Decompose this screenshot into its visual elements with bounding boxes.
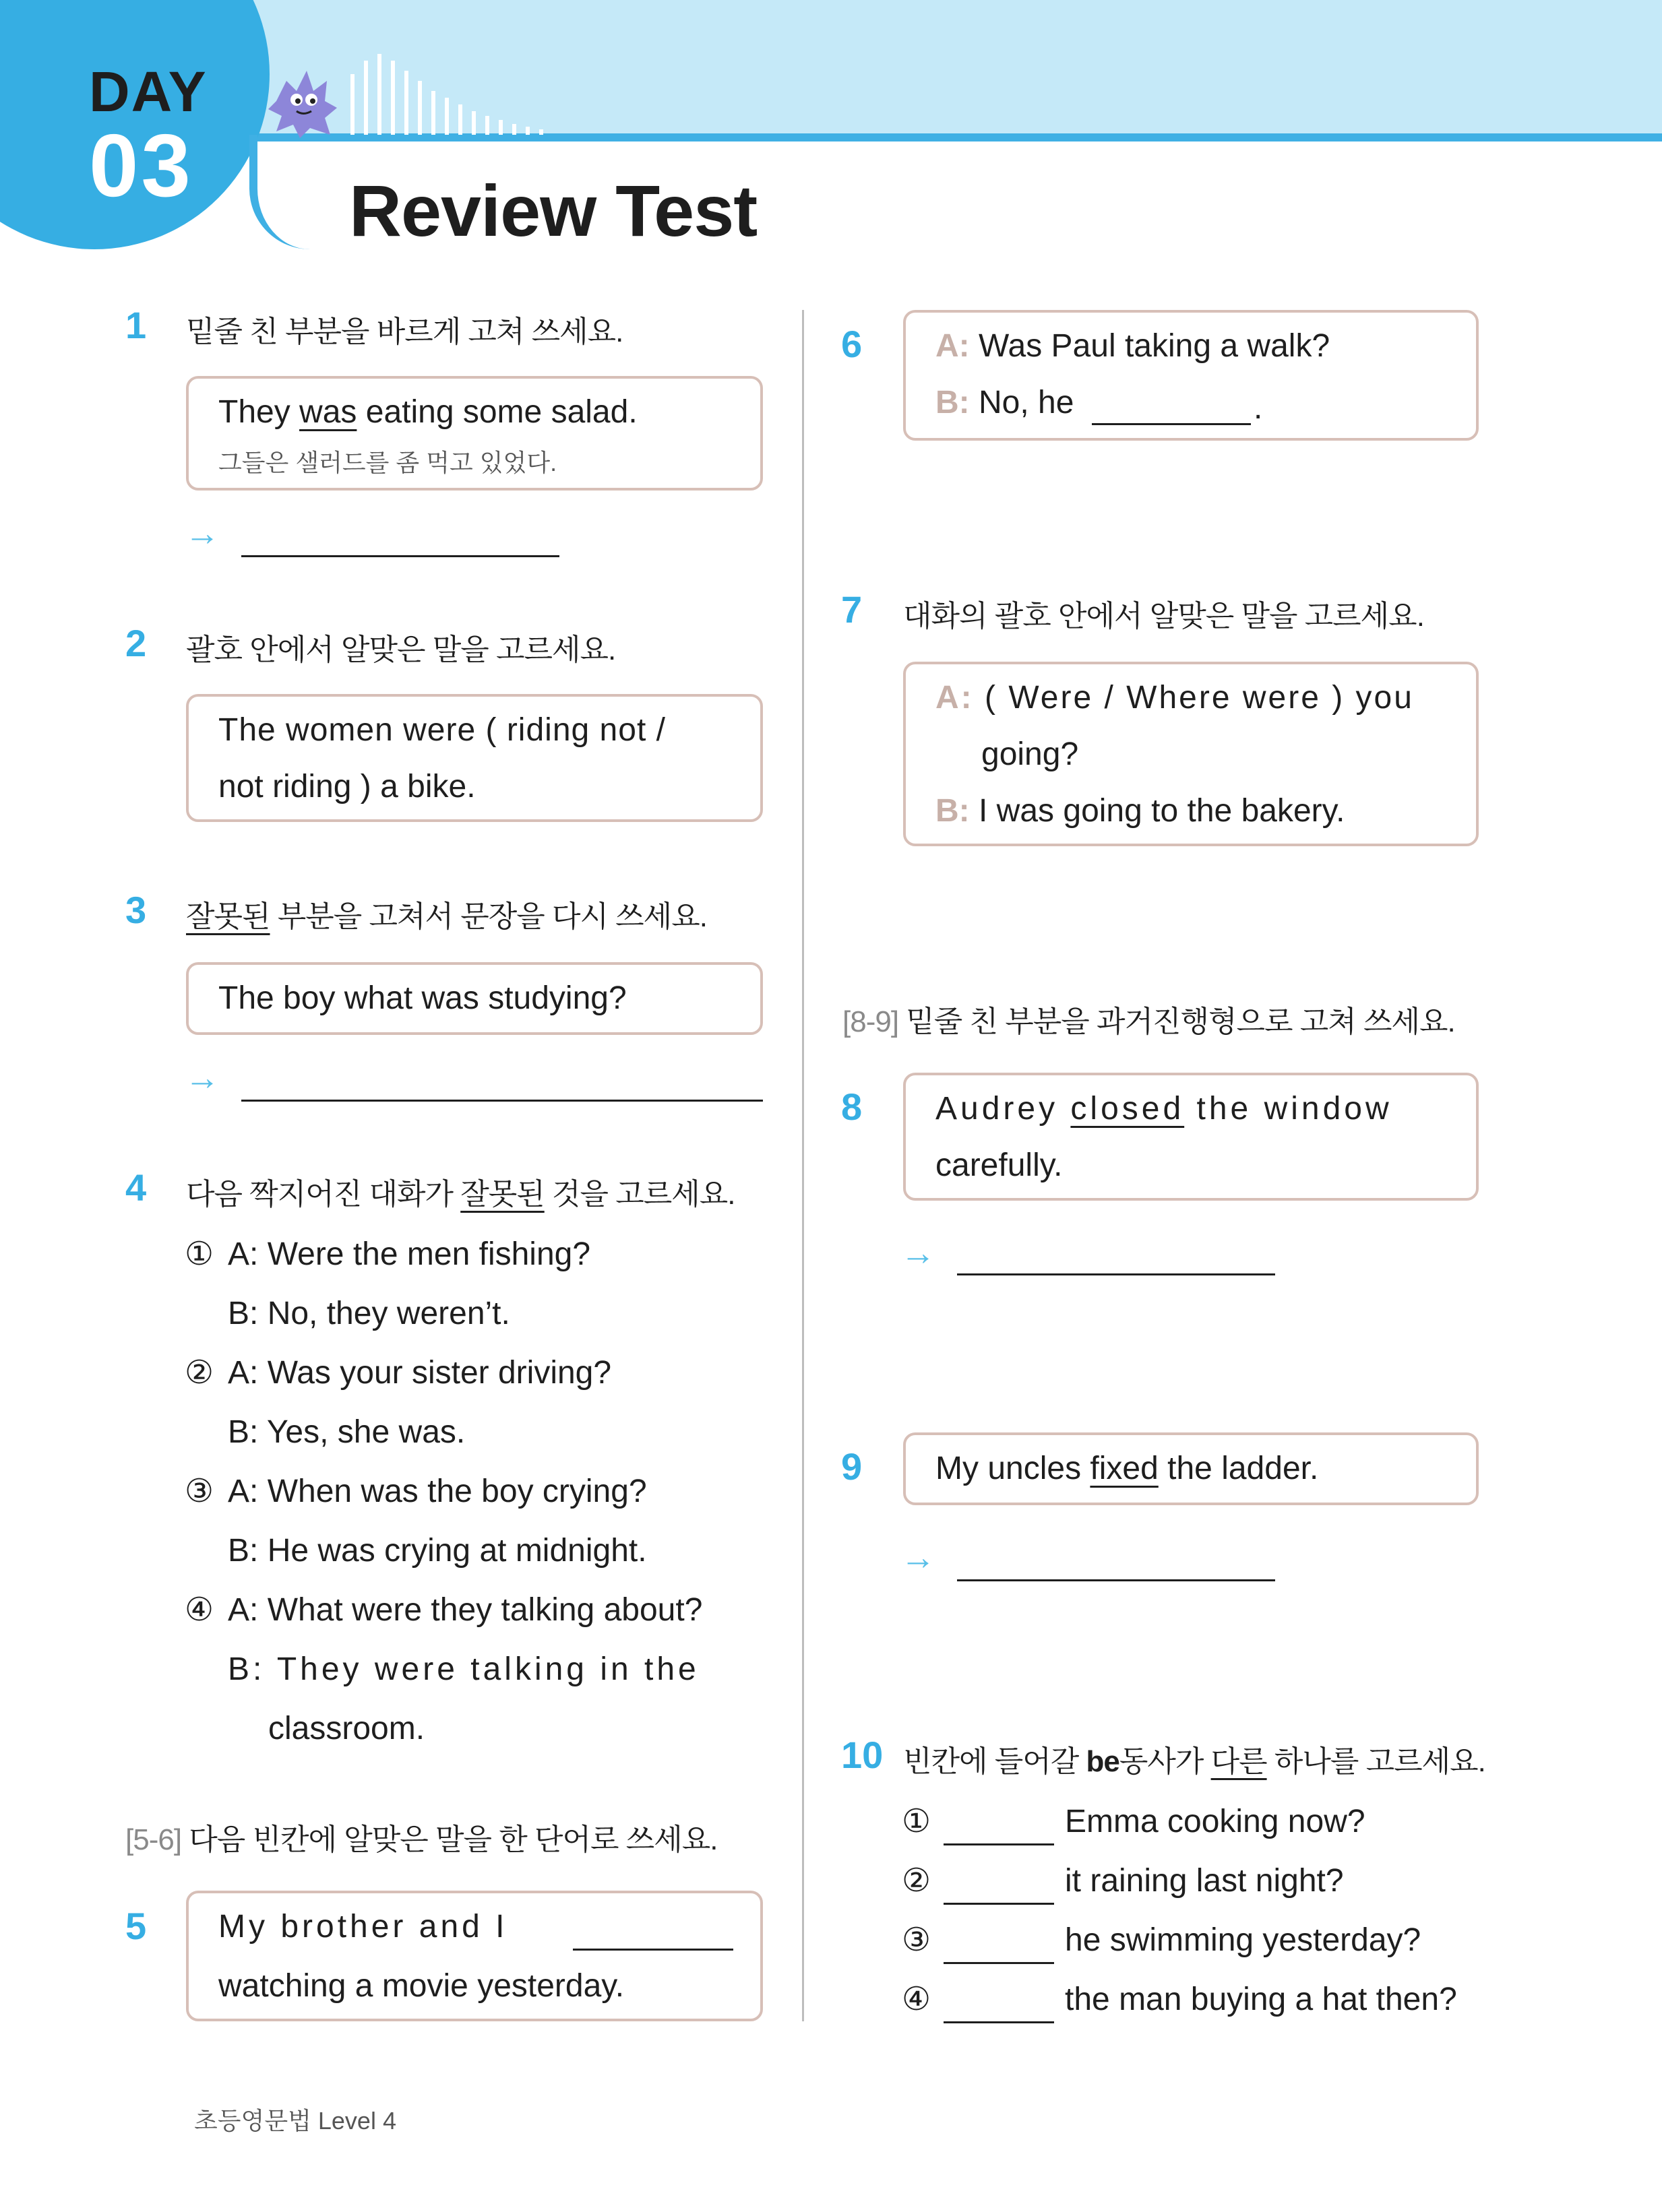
question-box [186,1891,763,2021]
option-line-b: B: No, they weren’t. [228,1296,510,1331]
arrow-icon: → [900,1234,935,1273]
blank-line[interactable] [1092,423,1251,425]
question-number: 4 [125,1166,147,1209]
option-line-b: B: He was crying at midnight. [228,1533,647,1569]
option-mark[interactable]: ④ [185,1592,214,1628]
question-line: My brother and I [218,1909,508,1945]
option-mark[interactable]: ③ [902,1922,931,1958]
section-instruction: [8-9] 밑줄 친 부분을 과거진행형으로 고쳐 쓰세요. [842,1005,1455,1038]
header-decoration [263,54,667,141]
translation: 그들은 샐러드를 좀 먹고 있었다. [218,449,557,476]
question-box [186,694,763,822]
question-instruction: 빈칸에 들어갈 be동사가 다른 하나를 고르세요. [903,1745,1485,1778]
arrow-icon: → [185,514,220,553]
question-box [903,1073,1479,1201]
question-instruction: 밑줄 친 부분을 바르게 고쳐 쓰세요. [186,315,623,348]
option-line-a: A: Was your sister driving? [228,1355,612,1391]
question-instruction: 다음 짝지어진 대화가 잘못된 것을 고르세요. [186,1178,735,1211]
question-number: 9 [841,1445,863,1488]
question-instruction: 잘못된 부분을 고쳐서 문장을 다시 쓰세요. [186,900,707,933]
blank-line[interactable] [944,1903,1054,1905]
option-line-a: A: What were they talking about? [228,1592,703,1628]
question-sentence: My uncles fixed the ladder. [935,1451,1319,1486]
option-text: Emma cooking now? [1065,1804,1365,1839]
answer-line[interactable] [241,1100,763,1102]
dialog-line-a-cont: going? [981,736,1079,772]
question-sentence: The boy what was studying? [218,980,627,1016]
answer-line[interactable] [957,1579,1275,1581]
option-line-b: B: Yes, she was. [228,1414,466,1450]
sound-bars [350,54,543,135]
question-box [903,662,1479,846]
option-text: it raining last night? [1065,1863,1344,1899]
question-line: Audrey closed the window [935,1091,1392,1127]
question-number: 8 [841,1085,863,1128]
blank-line[interactable] [944,2021,1054,2023]
question-line: not riding ) a bike. [218,769,476,804]
underlined-word: fixed [1090,1451,1159,1486]
option-mark[interactable]: ② [902,1863,931,1899]
question-line: carefully. [935,1147,1063,1183]
blank-line[interactable] [944,1843,1054,1845]
option-text: he swimming yesterday? [1065,1922,1421,1958]
column-divider [802,310,804,2021]
arrow-icon: → [185,1058,220,1098]
question-box: A: Was Paul taking a walk? B: No, he . [903,310,1479,441]
question-box [903,1432,1479,1505]
question-instruction: 대화의 괄호 안에서 알맞은 말을 고르세요. [903,600,1424,633]
dialog-line-a: A: ( Were / Where were ) you [935,680,1414,716]
blank-line[interactable] [944,1962,1054,1964]
section-instruction: [5-6] 다음 빈칸에 알맞은 말을 한 단어로 쓰세요. [125,1823,718,1856]
question-box [186,376,763,491]
dialog-line-b: B: No, he [935,385,1074,420]
option-line-a: A: When was the boy crying? [228,1474,647,1509]
question-number: 7 [841,588,863,631]
dialog-line-b: B: I was going to the bakery. [935,793,1345,829]
question-instruction: 괄호 안에서 알맞은 말을 고르세요. [186,633,616,666]
question-number: 6 [841,323,863,365]
option-mark[interactable]: ② [185,1355,214,1391]
question-number: 2 [125,622,147,664]
question-line: watching a movie yesterday. [218,1968,625,2004]
question-number: 1 [125,304,147,346]
day-label: DAY [89,60,208,123]
question-number: 10 [841,1734,884,1776]
question-line: The women were ( riding not / [218,712,666,748]
arrow-icon: → [900,1538,935,1577]
page-title: Review Test [349,170,758,251]
option-line-b-cont: classroom. [268,1711,425,1746]
option-line-a: A: Were the men fishing? [228,1236,591,1272]
underlined-word: closed [1070,1091,1185,1127]
option-mark[interactable]: ④ [902,1982,931,2017]
answer-line[interactable] [957,1273,1275,1275]
monster-mascot-icon [268,71,337,138]
option-mark[interactable]: ③ [185,1474,214,1509]
option-line-b: B: They were talking in the [228,1651,700,1687]
dialog-line-a: A: Was Paul taking a walk? [935,328,1330,364]
question-number: 3 [125,889,147,931]
question-box [186,962,763,1035]
blank-line[interactable] [573,1949,733,1951]
page-footer: 초등영문법 Level 4 [194,2107,396,2135]
option-text: the man buying a hat then? [1065,1982,1457,2017]
question-number: 5 [125,1905,147,1947]
option-mark[interactable]: ① [185,1236,214,1272]
day-number: 03 [89,116,193,215]
underlined-word: was [299,394,357,430]
answer-line[interactable] [241,555,559,557]
question-sentence: They was eating some salad. [218,394,638,430]
header-curve [249,135,325,249]
option-mark[interactable]: ① [902,1804,931,1839]
